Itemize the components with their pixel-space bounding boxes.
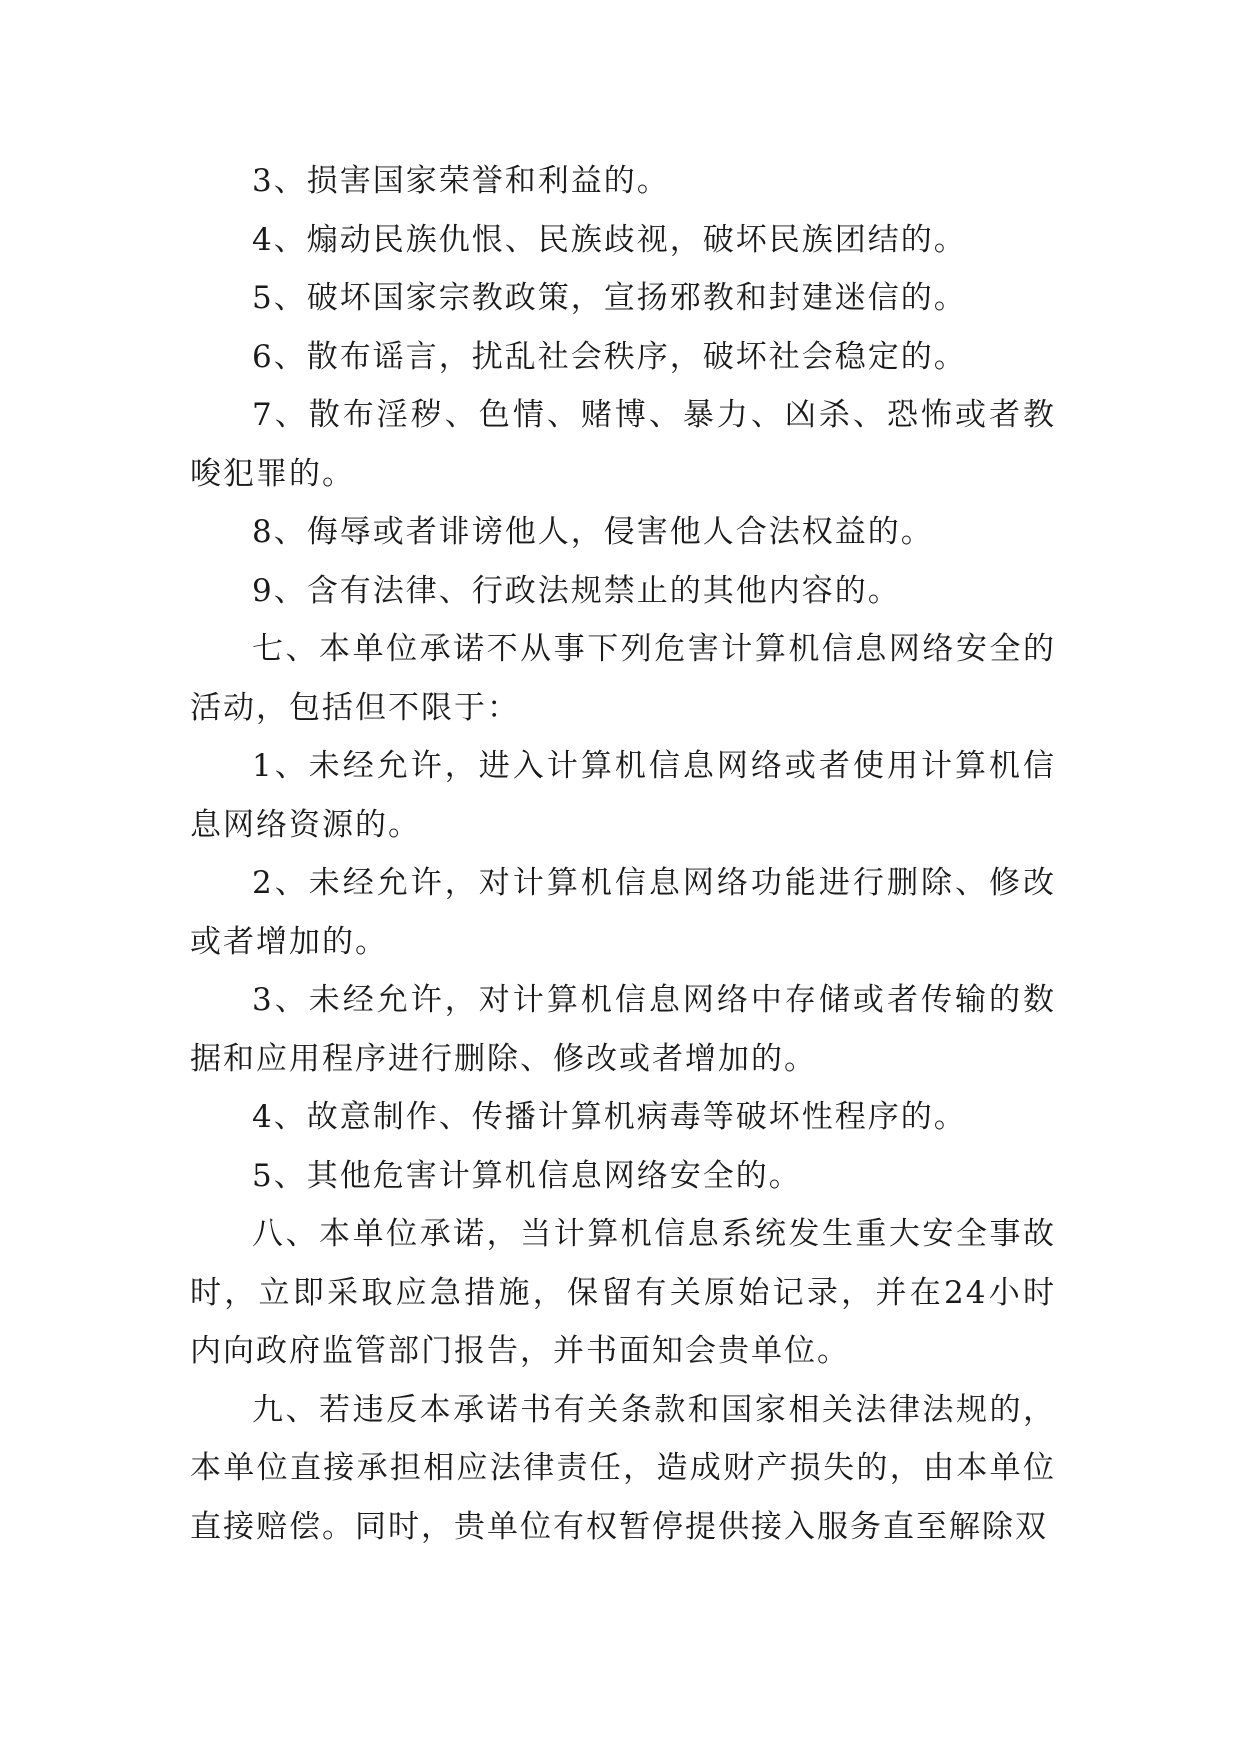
section-8-paragraph: 八、本单位承诺，当计算机信息系统发生重大安全事故时，立即采取应急措施，保留有关原始记录，并在24小时内向政府监管部门报告，并书面知会贵单位。 [190, 1216, 1056, 1369]
paragraph-item-9-prohibited: 9、含有法律、行政法规禁止的其他内容的。 [252, 572, 901, 609]
paragraph-item-5-other: 5、其他危害计算机信息网络安全的。 [252, 1157, 802, 1194]
paragraph-item-2-modify-functions: 2、未经允许，对计算机信息网络功能进行删除、修改或者增加的。 [190, 865, 1056, 960]
paragraph-item-4-ethnic: 4、煽动民族仇恨、民族歧视，破坏民族团结的。 [252, 221, 967, 258]
section-7-heading: 七、本单位承诺不从事下列危害计算机信息网络安全的活动，包括但不限于： [190, 631, 1056, 726]
paragraph-item-7-obscene: 7、散布淫秽、色情、赌博、暴力、凶杀、恐怖或者教唆犯罪的。 [190, 397, 1056, 492]
paragraph-item-8-insult: 8、侮辱或者诽谤他人，侵害他人合法权益的。 [252, 514, 934, 550]
paragraph-item-6-rumors: 6、散布谣言，扰乱社会秩序，破坏社会稳定的。 [252, 338, 967, 375]
paragraph-item-5-religion: 5、破坏国家宗教政策，宣扬邪教和封建迷信的。 [252, 280, 967, 316]
document-body [190, 152, 1056, 1556]
paragraph-item-3-honor: 3、损害国家荣誉和利益的。 [252, 163, 670, 199]
paragraph-item-4-virus: 4、故意制作、传播计算机病毒等破坏性程序的。 [252, 1099, 967, 1135]
paragraph-item-1-unauthorized-access: 1、未经允许，进入计算机信息网络或者使用计算机信息网络资源的。 [190, 748, 1056, 843]
paragraph-item-3-modify-data: 3、未经允许，对计算机信息网络中存储或者传输的数据和应用程序进行删除、修改或者增加的。 [190, 982, 1056, 1077]
section-9-paragraph: 九、若违反本承诺书有关条款和国家相关法律法规的，本单位直接承担相应法律责任，造成财产损失的，由本单位直接赔偿。同时，贵单位有权暂停提供接入服务直至解除双 [190, 1391, 1056, 1545]
